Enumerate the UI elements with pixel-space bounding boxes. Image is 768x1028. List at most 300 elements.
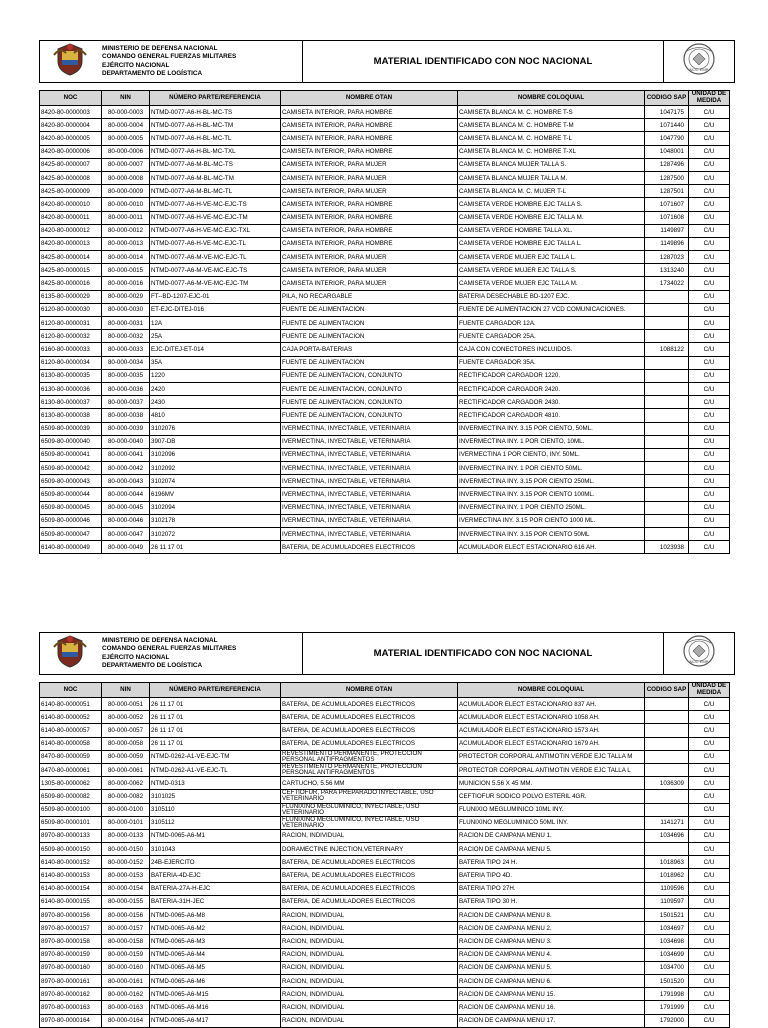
nin-cell: 80-000-0009 [102,185,150,198]
colloquial-name-cell: RACION DE CAMPANA MENU 4. [458,948,645,961]
org-line: EJÉRCITO NACIONAL [102,653,170,661]
svg-text:NOC EMP: NOC EMP [689,67,709,72]
sap-code-cell [645,369,689,382]
noc-cell: 6120-80-0000030 [40,303,102,316]
org-line: EJÉRCITO NACIONAL [102,61,170,69]
table-row [40,448,730,461]
colloquial-name-cell: INVERMECTINA INY. 3.15 POR CIENTO, 50ML. [458,422,645,435]
table-row [40,422,730,435]
colloquial-name-cell: CAMISETA VERDE MUJER EJC TALLA S. [458,264,645,277]
table-row [40,922,730,935]
sap-code-cell [645,711,689,724]
table-row [40,211,730,224]
colloquial-name-cell: CAMISETA BLANCA MUJER TALLA S. [458,158,645,171]
unit-cell: C/U [689,698,730,711]
table-row [40,145,730,158]
part-number-cell: NTMD-0077-A6-M-VE-MC-EJC-TM [150,277,281,290]
table-row [40,435,730,448]
nato-name-cell: CAMISETA INTERIOR, PARA HOMBRE [281,237,458,250]
colloquial-name-cell: BATERIA DESECHABLE BD-1207 EJC. [458,290,645,303]
nin-cell: 80-000-0153 [102,869,150,882]
table-row [40,843,730,856]
unit-cell: C/U [689,251,730,264]
unit-cell: C/U [689,843,730,856]
nato-name-cell: BATERIA, DE ACUMULADORES ELECTRICOS [281,869,458,882]
nin-cell: 80-000-0042 [102,462,150,475]
nin-cell: 80-000-0036 [102,382,150,395]
noc-cell: 6509-80-0000101 [40,816,102,829]
colloquial-name-cell: FUENTE DE ALIMENTACION 27 VCD COMUNICACIONES. [458,303,645,316]
sap-code-cell [645,698,689,711]
colloquial-name-cell: CAMISETA VERDE MUJER EJC TALLA M. [458,277,645,290]
nin-cell: 80-000-0062 [102,777,150,790]
colloquial-name-cell: CAMISETA VERDE HOMBRE EJC TALLA M. [458,211,645,224]
part-number-cell: NTMD-0065-A6-M8 [150,909,281,922]
sap-code-cell [645,435,689,448]
unit-cell: C/U [689,882,730,895]
nato-name-cell: CAMISETA INTERIOR, PARA HOMBRE [281,198,458,211]
unit-cell: C/U [689,948,730,961]
sap-code-cell [645,737,689,750]
table-row [40,303,730,316]
unit-cell: C/U [689,909,730,922]
part-number-cell: 12A [150,317,281,330]
nato-name-cell: PILA, NO RECARGABLE [281,290,458,303]
table-row [40,895,730,908]
nin-cell: 80-000-0159 [102,948,150,961]
noc-cell: 8420-80-0000010 [40,198,102,211]
sap-code-cell: 1018962 [645,869,689,882]
nato-name-cell: CAMISETA INTERIOR, PARA MUJER [281,158,458,171]
part-number-cell: 3102092 [150,462,281,475]
part-number-cell: 26 11 17 01 [150,724,281,737]
unit-cell: C/U [689,462,730,475]
colloquial-name-cell: INVERMECTINA INY. 3.15 POR CIENTO 100ML. [458,488,645,501]
nato-name-cell: FUENTE DE ALIMENTACION [281,356,458,369]
noc-seal-icon [681,634,717,668]
nin-cell: 80-000-0030 [102,303,150,316]
part-number-cell: NTMD-0065-A6-M4 [150,948,281,961]
part-number-cell: NTMD-0077-A6-H-VE-MC-EJC-TM [150,211,281,224]
nin-cell: 80-000-0013 [102,237,150,250]
nato-name-cell: RACION, INDIVIDUAL [281,974,458,987]
sap-code-cell [645,396,689,409]
nato-name-cell: CEFTIOFUR, PARA PREPARADO INYECTABLE, USO VETERINARIO [281,790,458,803]
nin-cell: 80-000-0007 [102,158,150,171]
noc-cell: 6509-80-0000040 [40,435,102,448]
col-header-nin: NIN [102,683,150,698]
noc-cell: 6140-80-0000154 [40,882,102,895]
noc-cell: 8970-80-0000159 [40,948,102,961]
colloquial-name-cell: ACUMULADOR ELECT ESTACIONARIO 1679 AH. [458,737,645,750]
nin-cell: 80-000-0052 [102,711,150,724]
part-number-cell: NTMD-0065-A6-M3 [150,935,281,948]
noc-cell: 6509-80-0000100 [40,803,102,816]
part-number-cell: 3102096 [150,448,281,461]
nin-cell: 80-000-0133 [102,829,150,842]
col-header-nato-name: NOMBRE OTAN [281,683,458,698]
noc-cell: 6130-80-0000038 [40,409,102,422]
unit-cell: C/U [689,237,730,250]
unit-cell: C/U [689,750,730,763]
nato-name-cell: FUENTE DE ALIMENTACION, CONJUNTO [281,382,458,395]
noc-cell: 8425-80-0000007 [40,158,102,171]
nato-name-cell: BATERIA, DE ACUMULADORES ELECTRICOS [281,737,458,750]
nin-cell: 80-000-0155 [102,895,150,908]
noc-cell: 6140-80-0000152 [40,856,102,869]
nato-name-cell: IVERMECTINA, INYECTABLE, VETERINARIA [281,514,458,527]
table-header-row [40,683,730,698]
nin-cell: 80-000-0049 [102,541,150,554]
sap-code-cell: 1047175 [645,106,689,119]
sap-code-cell [645,488,689,501]
table-row [40,803,730,816]
nato-name-cell: REVESTIMIENTO PERMANENTE, PROTECCION PERSONAL ANTIFRAGMENTOS [281,763,458,776]
noc-cell: 6509-80-0000047 [40,528,102,541]
noc-cell: 8970-80-0000160 [40,961,102,974]
document-title: MATERIAL IDENTIFICADO CON NOC NACIONAL [303,41,664,83]
nin-cell: 80-000-0038 [102,409,150,422]
sap-code-cell: 1023938 [645,541,689,554]
nato-name-cell: CARTUCHO, 5.56 MM [281,777,458,790]
unit-cell: C/U [689,475,730,488]
sap-code-cell [645,790,689,803]
nato-name-cell: FLUNIXINO MEGLUMINICO, INYECTABLE, USO VETERINARIO [281,816,458,829]
nin-cell: 80-000-0003 [102,106,150,119]
nin-cell: 80-000-0016 [102,277,150,290]
sap-code-cell: 1149896 [645,237,689,250]
noc-cell: 6130-80-0000037 [40,396,102,409]
nin-cell: 80-000-0035 [102,369,150,382]
noc-cell: 6509-80-0000044 [40,488,102,501]
part-number-cell: NTMD-0077-A6-M-BL-MC-TS [150,158,281,171]
sap-code-cell: 1018963 [645,856,689,869]
colloquial-name-cell: RACION DE CAMPANA MENU 16. [458,1001,645,1014]
material-table-2 [39,682,730,1028]
unit-cell: C/U [689,343,730,356]
unit-cell: C/U [689,724,730,737]
part-number-cell: NTMD-0077-A6-H-BL-MC-TS [150,106,281,119]
colloquial-name-cell: RECTIFICADOR CARGADOR 2420. [458,382,645,395]
sap-code-cell [645,356,689,369]
noc-cell: 6130-80-0000035 [40,369,102,382]
noc-cell: 6120-80-0000034 [40,356,102,369]
part-number-cell: ET-EJC-DITEJ-016 [150,303,281,316]
nin-cell: 80-000-0152 [102,856,150,869]
colloquial-name-cell: FUENTE CARGADOR 12A. [458,317,645,330]
part-number-cell: 26 11 17 01 [150,541,281,554]
nato-name-cell: FLUNIXINO MEGLUMINICO, INYECTABLE, USO VETERINARIO [281,803,458,816]
part-number-cell: 26 11 17 01 [150,698,281,711]
sap-code-cell [645,514,689,527]
nato-name-cell: IVERMECTINA, INYECTABLE, VETERINARIA [281,528,458,541]
table-row [40,988,730,1001]
part-number-cell: 26 11 17 01 [150,711,281,724]
noc-cell: 6120-80-0000032 [40,330,102,343]
sap-code-cell: 1036309 [645,777,689,790]
nato-name-cell: BATERIA, DE ACUMULADORES ELECTRICOS [281,698,458,711]
sap-code-cell [645,290,689,303]
table-row [40,790,730,803]
part-number-cell: 24B-EJERCITO [150,856,281,869]
nato-name-cell: FUENTE DE ALIMENTACION [281,330,458,343]
colloquial-name-cell: FUENTE CARGADOR 35A. [458,356,645,369]
table-row [40,317,730,330]
unit-cell: C/U [689,737,730,750]
noc-cell: 6135-80-0000029 [40,290,102,303]
nato-name-cell: CAMISETA INTERIOR, PARA HOMBRE [281,211,458,224]
table-row [40,251,730,264]
table-row [40,829,730,842]
part-number-cell: EJC-DITEJ-ET-014 [150,343,281,356]
nato-name-cell: CAMISETA INTERIOR, PARA HOMBRE [281,106,458,119]
colloquial-name-cell: FLUNIXINO MEGLUMINICO 50ML INY. [458,816,645,829]
nato-name-cell: CAMISETA INTERIOR, PARA HOMBRE [281,119,458,132]
table-row [40,277,730,290]
sap-code-cell: 1071607 [645,198,689,211]
colloquial-name-cell: PROTECTOR CORPORAL ANTIMOTIN VERDE EJC TALLA L [458,763,645,776]
nato-name-cell: RACION, INDIVIDUAL [281,988,458,1001]
noc-cell: 8420-80-0000006 [40,145,102,158]
nin-cell: 80-000-0040 [102,435,150,448]
table-row [40,409,730,422]
colloquial-name-cell: RECTIFICADOR CARGADOR 4810. [458,409,645,422]
unit-cell: C/U [689,356,730,369]
table-row [40,330,730,343]
nato-name-cell: FUENTE DE ALIMENTACION, CONJUNTO [281,396,458,409]
table-row [40,132,730,145]
colloquial-name-cell: RACION DE CAMPANA MENU 6. [458,974,645,987]
nin-cell: 80-000-0012 [102,224,150,237]
sap-code-cell: 1791998 [645,988,689,1001]
part-number-cell: 4810 [150,409,281,422]
sap-code-cell: 1792000 [645,1014,689,1027]
sap-code-cell [645,303,689,316]
unit-cell: C/U [689,1001,730,1014]
table-row [40,224,730,237]
part-number-cell: 3105110 [150,803,281,816]
part-number-cell: NTMD-0262-A1-VE-EJC-TL [150,763,281,776]
table-header-row [40,91,730,106]
colloquial-name-cell: CEFTIOFUR SODICO POLVO ESTERIL 4GR. [458,790,645,803]
part-number-cell: NTMD-0065-A6-M16 [150,1001,281,1014]
nato-name-cell: RACION, INDIVIDUAL [281,829,458,842]
nato-name-cell: BATERIA, DE ACUMULADORES ELECTRICOS [281,724,458,737]
unit-cell: C/U [689,922,730,935]
noc-cell: 6509-80-0000150 [40,843,102,856]
unit-cell: C/U [689,132,730,145]
part-number-cell: NTMD-0262-A1-VE-EJC-TM [150,750,281,763]
unit-cell: C/U [689,422,730,435]
table-row [40,185,730,198]
noc-cell: 8970-80-0000161 [40,974,102,987]
noc-cell: 6140-80-0000057 [40,724,102,737]
sap-code-cell: 1791999 [645,1001,689,1014]
colloquial-name-cell: BATERIA TIPO 4D. [458,869,645,882]
crest-logo-cell [40,41,101,83]
nin-cell: 80-000-0160 [102,961,150,974]
part-number-cell: 25A [150,330,281,343]
document-header [39,40,735,83]
sap-code-cell [645,422,689,435]
table-row [40,961,730,974]
sap-code-cell [645,803,689,816]
part-number-cell: NTMD-0077-A6-H-BL-MC-TL [150,132,281,145]
nin-cell: 80-000-0034 [102,356,150,369]
part-number-cell: NTMD-0065-A6-M2 [150,922,281,935]
colloquial-name-cell: ACUMULADOR ELECT ESTACIONARIO 837 AH. [458,698,645,711]
nin-cell: 80-000-0161 [102,974,150,987]
nato-name-cell: CAMISETA INTERIOR, PARA HOMBRE [281,224,458,237]
noc-cell: 8425-80-0000008 [40,171,102,184]
col-header-nato-name: NOMBRE OTAN [281,91,458,106]
table-row [40,882,730,895]
sap-code-cell [645,317,689,330]
col-header-noc: NOC [40,91,102,106]
crest-logo-cell [40,633,101,675]
unit-cell: C/U [689,1014,730,1027]
sap-code-cell: 1287496 [645,158,689,171]
material-table-1 [39,90,730,554]
nin-cell: 80-000-0163 [102,1001,150,1014]
nin-cell: 80-000-0101 [102,816,150,829]
colloquial-name-cell: RECTIFICADOR CARGADOR 1220. [458,369,645,382]
colloquial-name-cell: INVERMECTINA INY. 1 POR CIENTO 250ML. [458,501,645,514]
nin-cell: 80-000-0158 [102,935,150,948]
unit-cell: C/U [689,277,730,290]
unit-cell: C/U [689,158,730,171]
table-row [40,396,730,409]
part-number-cell: NTMD-0065-A6-M1 [150,829,281,842]
noc-cell: 6509-80-0000046 [40,514,102,527]
table-row [40,948,730,961]
nin-cell: 80-000-0006 [102,145,150,158]
nin-cell: 80-000-0057 [102,724,150,737]
sap-code-cell: 1149897 [645,224,689,237]
colloquial-name-cell: CAMISETA VERDE HOMBRE EJC TALLA L. [458,237,645,250]
part-number-cell: NTMD-0077-A6-M-BL-MC-TM [150,171,281,184]
unit-cell: C/U [689,961,730,974]
unit-cell: C/U [689,145,730,158]
table-row [40,869,730,882]
nato-name-cell: BATERIA, DE ACUMULADORES ELECTRICOS [281,895,458,908]
part-number-cell: 3101043 [150,843,281,856]
colloquial-name-cell: CAMISETA VERDE MUJER EJC TALLA L. [458,251,645,264]
noc-cell: 6509-80-0000039 [40,422,102,435]
part-number-cell: BATERIA-31H-JEC [150,895,281,908]
col-header-noc: NOC [40,683,102,698]
unit-cell: C/U [689,211,730,224]
org-line: DEPARTAMENTO DE LOGÍSTICA [102,662,203,669]
unit-cell: C/U [689,988,730,1001]
org-line: MINISTERIO DE DEFENSA NACIONAL [102,636,218,644]
table-row [40,488,730,501]
unit-cell: C/U [689,185,730,198]
document-block-2 [39,632,729,1028]
unit-cell: C/U [689,396,730,409]
table-row [40,935,730,948]
part-number-cell: 3102072 [150,528,281,541]
sap-code-cell: 1313240 [645,264,689,277]
colloquial-name-cell: CAMISETA BLANCA M. C. MUJER T-L [458,185,645,198]
sap-code-cell [645,528,689,541]
nin-cell: 80-000-0029 [102,290,150,303]
noc-cell: 6160-80-0000033 [40,343,102,356]
colloquial-name-cell: PROTECTOR CORPORAL ANTIMOTIN VERDE EJC TALLA M [458,750,645,763]
colloquial-name-cell: IVERMECTINA 1 POR CIENTO, INY. 50ML. [458,448,645,461]
part-number-cell: 3102094 [150,501,281,514]
sap-code-cell [645,382,689,395]
unit-cell: C/U [689,829,730,842]
part-number-cell: 3907-DB [150,435,281,448]
unit-cell: C/U [689,514,730,527]
nato-name-cell: RACION, INDIVIDUAL [281,1001,458,1014]
noc-cell: 8420-80-0000013 [40,237,102,250]
organization-lines [100,633,303,675]
colloquial-name-cell: RACION DE CAMPANA MENU 15. [458,988,645,1001]
nin-cell: 80-000-0033 [102,343,150,356]
sap-code-cell [645,724,689,737]
nato-name-cell: IVERMECTINA, INYECTABLE, VETERINARIA [281,475,458,488]
part-number-cell: NTMD-0077-A6-H-VE-MC-EJC-TL [150,237,281,250]
sap-code-cell: 1047790 [645,132,689,145]
noc-cell: 8425-80-0000015 [40,264,102,277]
sap-code-cell [645,750,689,763]
table-row [40,541,730,554]
noc-cell: 6509-80-0000082 [40,790,102,803]
part-number-cell: NTMD-0065-A6-M15 [150,988,281,1001]
col-header-part-number: NÚMERO PARTE/REFERENCIA [150,91,281,106]
colloquial-name-cell: ACUMULADOR ELECT ESTACIONARIO 1058 AH. [458,711,645,724]
col-header-colloquial-name: NOMBRE COLOQUIAL [458,683,645,698]
nato-name-cell: CAJA PORTA-BATERIAS [281,343,458,356]
nato-name-cell: RACION, INDIVIDUAL [281,909,458,922]
nato-name-cell: RACION, INDIVIDUAL [281,922,458,935]
noc-cell: 8425-80-0000016 [40,277,102,290]
military-crest-icon [52,41,88,77]
noc-cell: 6509-80-0000045 [40,501,102,514]
sap-code-cell [645,448,689,461]
table-row [40,737,730,750]
noc-cell: 1305-80-0000062 [40,777,102,790]
noc-cell: 6140-80-0000052 [40,711,102,724]
noc-cell: 8470-80-0000061 [40,763,102,776]
part-number-cell: 3105112 [150,816,281,829]
col-header-colloquial-name: NOMBRE COLOQUIAL [458,91,645,106]
unit-cell: C/U [689,777,730,790]
part-number-cell: NTMD-0065-A6-M17 [150,1014,281,1027]
colloquial-name-cell: CAJA CON CONECTORES INCLUIDOS. [458,343,645,356]
part-number-cell: 2430 [150,396,281,409]
sap-code-cell [645,501,689,514]
table-row [40,514,730,527]
nato-name-cell: RACION, INDIVIDUAL [281,935,458,948]
nin-cell: 80-000-0043 [102,475,150,488]
col-header-nin: NIN [102,91,150,106]
table-row [40,750,730,763]
noc-cell: 8420-80-0000003 [40,106,102,119]
sap-code-cell: 1501520 [645,974,689,987]
part-number-cell: 3102076 [150,422,281,435]
noc-cell: 6509-80-0000042 [40,462,102,475]
nato-name-cell: IVERMECTINA, INYECTABLE, VETERINARIA [281,422,458,435]
sap-code-cell: 1034699 [645,948,689,961]
sap-code-cell: 1141271 [645,816,689,829]
colloquial-name-cell: CAMISETA BLANCA M. C. HOMBRE T-S [458,106,645,119]
military-crest-icon [52,633,88,669]
table-row [40,816,730,829]
unit-cell: C/U [689,369,730,382]
